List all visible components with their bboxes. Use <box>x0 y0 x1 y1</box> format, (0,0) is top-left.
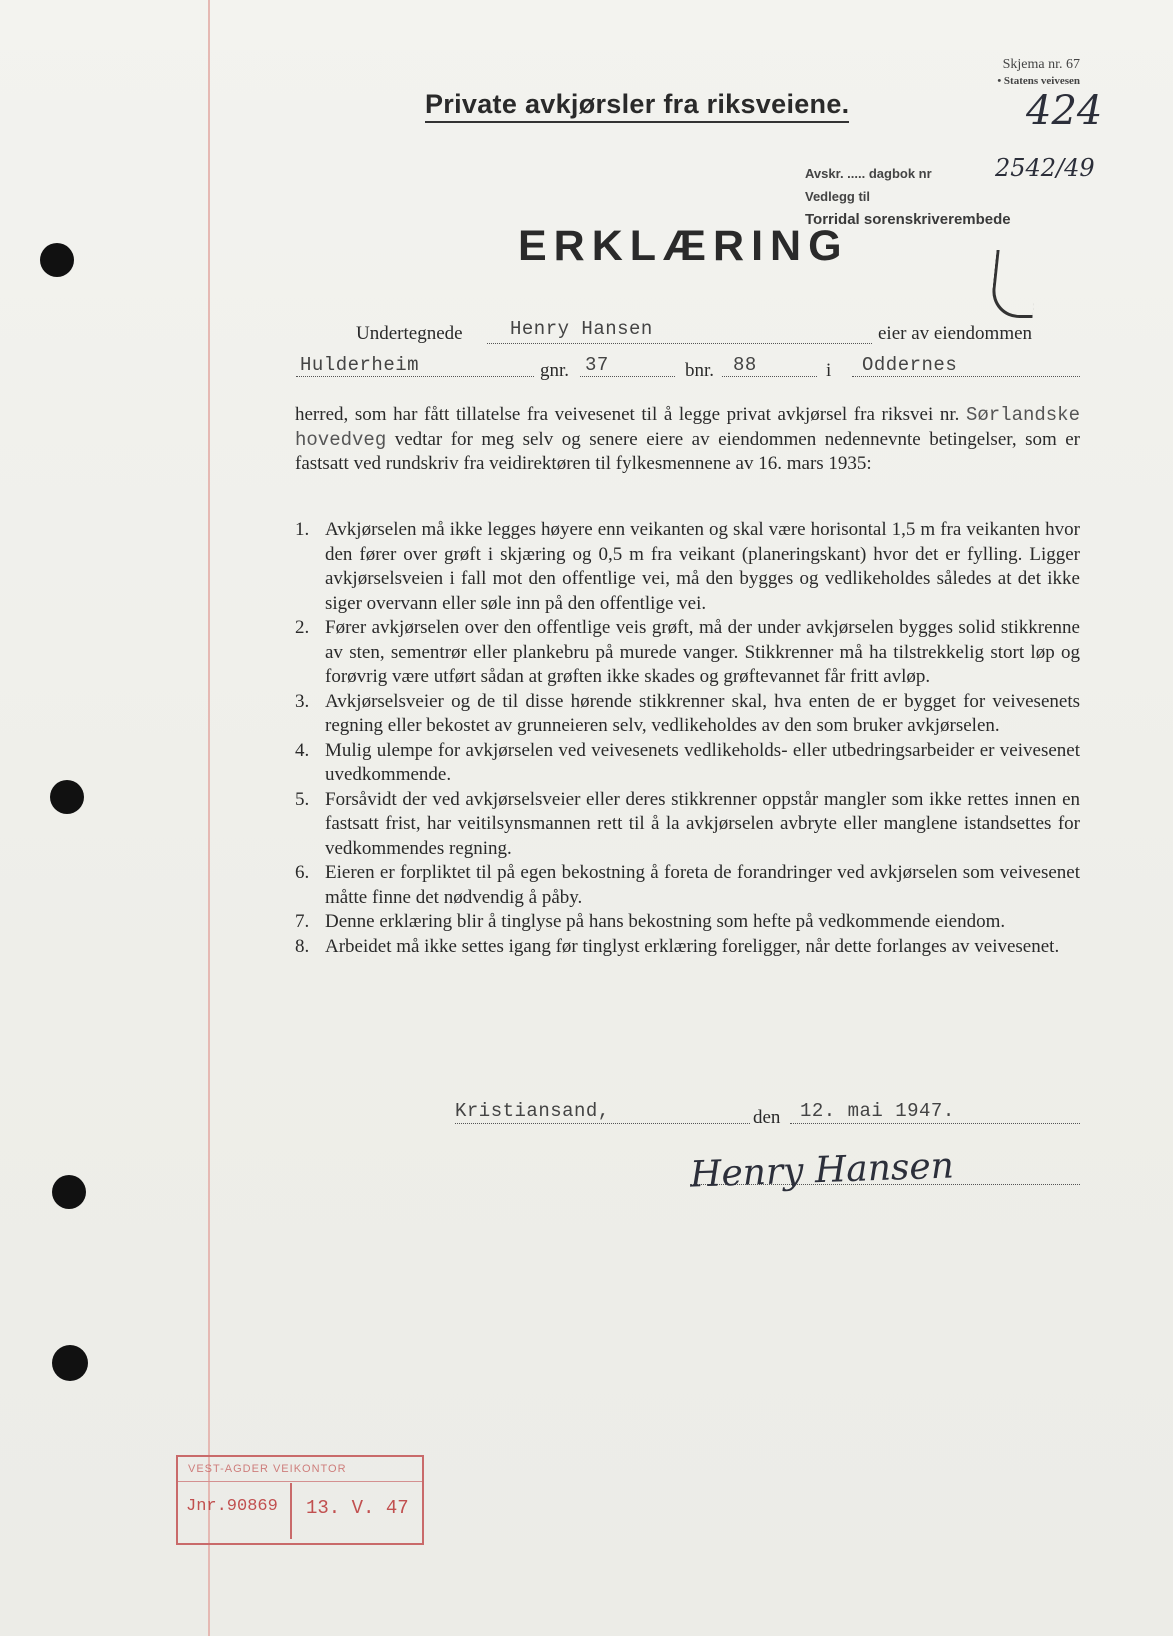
signature: Henry Hansen <box>689 1145 955 1196</box>
condition-number: 5. <box>295 788 310 810</box>
condition-text: Avkjørselen må ikke legges høyere enn veikanten og skal være horisontal 1,5 m fra veikanten hvor den fører over grøft i skjæring og 0,5 m fra veikant (planeringskant) hvor det er fylling. Ligger avkjørselsveien i fall mot den offentlige vei, må den bygges og vedlikeholdes således at det ikke siger overvann eller søle inn på den offentlige vei. <box>325 519 1080 614</box>
header-title: Private avkjørsler fra riksveiene. <box>425 89 849 123</box>
condition-item <box>295 739 1080 788</box>
i-label: i <box>826 360 832 381</box>
registry-line-2: Vedlegg til <box>805 189 871 204</box>
condition-number: 4. <box>295 739 310 761</box>
condition-text: Eieren er forpliktet til på egen bekostning å foreta de forandringer ved avkjørselen som veivesenet måtte finne det nødvendig å påby. <box>325 862 1080 908</box>
document-title: ERKLÆRING <box>518 222 849 270</box>
received-stamp-divider <box>290 1483 292 1539</box>
condition-item <box>295 690 1080 739</box>
undersigned-label: Undertegnede <box>356 323 463 344</box>
received-stamp-date: 13. V. 47 <box>306 1497 409 1519</box>
received-stamp <box>176 1455 424 1545</box>
condition-item <box>295 935 1080 960</box>
gnr-value: 37 <box>585 354 609 376</box>
place-line <box>455 1122 750 1124</box>
municipality-name: Oddernes <box>862 354 958 376</box>
condition-number: 3. <box>295 690 310 712</box>
form-number: Skjema nr. 67 <box>1002 57 1080 72</box>
condition-text: Forsåvidt der ved avkjørselsveier eller deres stikkrenner oppstår mangler som ikke rettes innen en fastsatt frist, har veitilsynsmannen rett til å la avkjørselen avbryte eller manglene istandsettes for vedkommendes regning. <box>325 788 1080 859</box>
condition-number: 8. <box>295 935 310 957</box>
road-name: Sørlandske hovedveg <box>295 404 1080 451</box>
condition-item <box>295 861 1080 910</box>
intro-text-2: vedtar for meg selv og senere eiere av eiendommen nedennevnte betingelser, som er fastsatt ved rundskriv fra veidirektøren til fylkesmennene av 16. mars 1935: <box>295 428 1081 474</box>
punch-hole-bottom <box>52 1345 88 1381</box>
page-number: 424 <box>1026 88 1103 134</box>
received-stamp-jnr: Jnr.90869 <box>186 1497 278 1516</box>
condition-number: 6. <box>295 862 310 883</box>
condition-item <box>295 910 1080 935</box>
intro-text-1: herred, som har fått tillatelse fra veivesenet til å legge privat avkjørsel fra riksvei nr. <box>295 404 960 425</box>
intro-paragraph <box>295 403 1080 477</box>
owner-label: eier av eiendommen <box>878 323 1033 344</box>
punch-hole-lower <box>52 1175 86 1209</box>
condition-item <box>295 788 1080 862</box>
registry-line-3: Torridal sorenskriverembede <box>805 211 1011 228</box>
journal-number: 2542/49 <box>995 154 1095 182</box>
date-label: den <box>753 1107 781 1128</box>
date-line <box>790 1122 1080 1124</box>
property-name: Hulderheim <box>300 354 420 376</box>
condition-number: 7. <box>295 911 310 932</box>
pen-mark <box>989 250 1039 318</box>
registry-line-1: Avskr. ..... dagbok nr <box>805 166 932 181</box>
received-stamp-rule <box>178 1481 422 1482</box>
condition-item <box>295 518 1080 616</box>
registry-stamp <box>805 162 1011 231</box>
condition-text: Mulig ulempe for avkjørselen ved veivesenets vedlikeholds- eller utbedringsarbeider er veivesenet uvedkommende. <box>325 739 1080 785</box>
condition-text: Denne erklæring blir å tinglyse på hans bekostning som hefte på vedkommende eiendom. <box>325 911 1006 932</box>
received-stamp-header: VEST-AGDER VEIKONTOR <box>188 1463 347 1475</box>
bnr-value: 88 <box>733 354 757 376</box>
place-value: Kristiansand, <box>455 1100 610 1122</box>
conditions-list <box>295 518 1080 959</box>
punch-hole-top <box>40 243 74 277</box>
gnr-label: gnr. <box>540 360 570 381</box>
agency-name: • Statens veivesen <box>997 75 1080 87</box>
condition-item <box>295 616 1080 690</box>
condition-text: Fører avkjørselen over den offentlige veis grøft, må der under avkjørselen bygges solid stikkrenne av sten, sementrør eller plankebru på murede vanger. Stikkrenner må ha tilstrekkelig stort løp og forøvrig være utført sådan at grøften ikke skades og grøftevannet får fritt avløp. <box>325 617 1080 687</box>
condition-text: Avkjørselsveier og de til disse hørende stikkrenner skal, hva enten de er bygget for veivesenets regning eller bekostet av grunneieren selv, vedlikeholdes av den som bruker avkjørselen. <box>325 690 1080 736</box>
condition-number: 2. <box>295 617 310 638</box>
punch-hole-middle <box>50 780 84 814</box>
condition-text: Arbeidet må ikke settes igang før tinglyst erklæring foreligger, når dette forlanges av veivesenet. <box>325 935 1060 957</box>
margin-line <box>208 0 210 1636</box>
undersigned-name: Henry Hansen <box>510 318 653 340</box>
condition-number: 1. <box>295 519 310 540</box>
form-number-block <box>997 56 1080 90</box>
undersigned-line <box>487 342 872 344</box>
date-value: 12. mai 1947. <box>800 1100 955 1122</box>
bnr-label: bnr. <box>685 360 715 381</box>
